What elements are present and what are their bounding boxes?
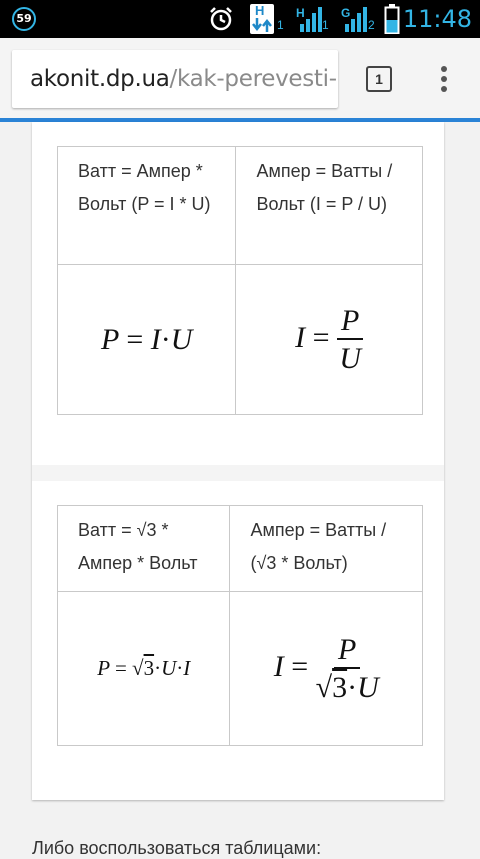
section-separator: [32, 465, 444, 481]
status-bar: [0, 0, 480, 38]
url-path: /kak-perevesti-: [169, 66, 337, 92]
alarm-icon: [208, 6, 234, 32]
table1-header-left: Ватт = Ампер * Вольт (P = I * U): [58, 147, 236, 265]
url-bar[interactable]: [12, 50, 338, 108]
signal3-sub: 2: [368, 18, 375, 32]
overflow-menu-icon[interactable]: [436, 66, 452, 96]
fraction: $\frac{P}{U}$: [337, 306, 363, 374]
table1-header-right: Ампер = Ватты / Вольт (I = P / U): [236, 147, 423, 265]
notification-count-icon: 59: [12, 7, 36, 31]
cell-signal-2-icon: [343, 6, 371, 32]
browser-toolbar: [0, 38, 480, 120]
signal1-sub: 1: [277, 18, 284, 32]
formula-table-1: [57, 146, 423, 415]
signal2-type: H: [296, 6, 305, 20]
tab-switcher-button[interactable]: 1: [366, 66, 392, 92]
power-formula: P = I·U: [58, 265, 236, 415]
arrows-icon: [252, 18, 272, 32]
data-transfer-icon: H: [250, 4, 274, 34]
three-phase-power-formula: P = √3·U·I: [58, 592, 230, 746]
fraction: $\frac{P}{√3\cdot U}$: [315, 632, 379, 704]
table2-header-left: Ватт = √3 * Ампер * Вольт: [58, 506, 230, 592]
three-phase-current-formula: I = $\frac{P}{√3\cdot U}$: [230, 592, 423, 746]
clock: 11:48: [402, 5, 472, 33]
signal2-sub: 1: [322, 18, 329, 32]
current-formula: I = $\frac{P}{U}$: [236, 265, 423, 415]
formula-table-2: [57, 505, 423, 746]
table2-header-right: Ампер = Ватты / (√3 * Вольт): [230, 506, 423, 592]
signal3-type: G: [341, 6, 351, 20]
url-host: akonit.dp.ua: [30, 66, 170, 92]
paragraph-text: Либо воспользоваться таблицами:: [32, 838, 322, 858]
battery-icon: [384, 4, 400, 34]
